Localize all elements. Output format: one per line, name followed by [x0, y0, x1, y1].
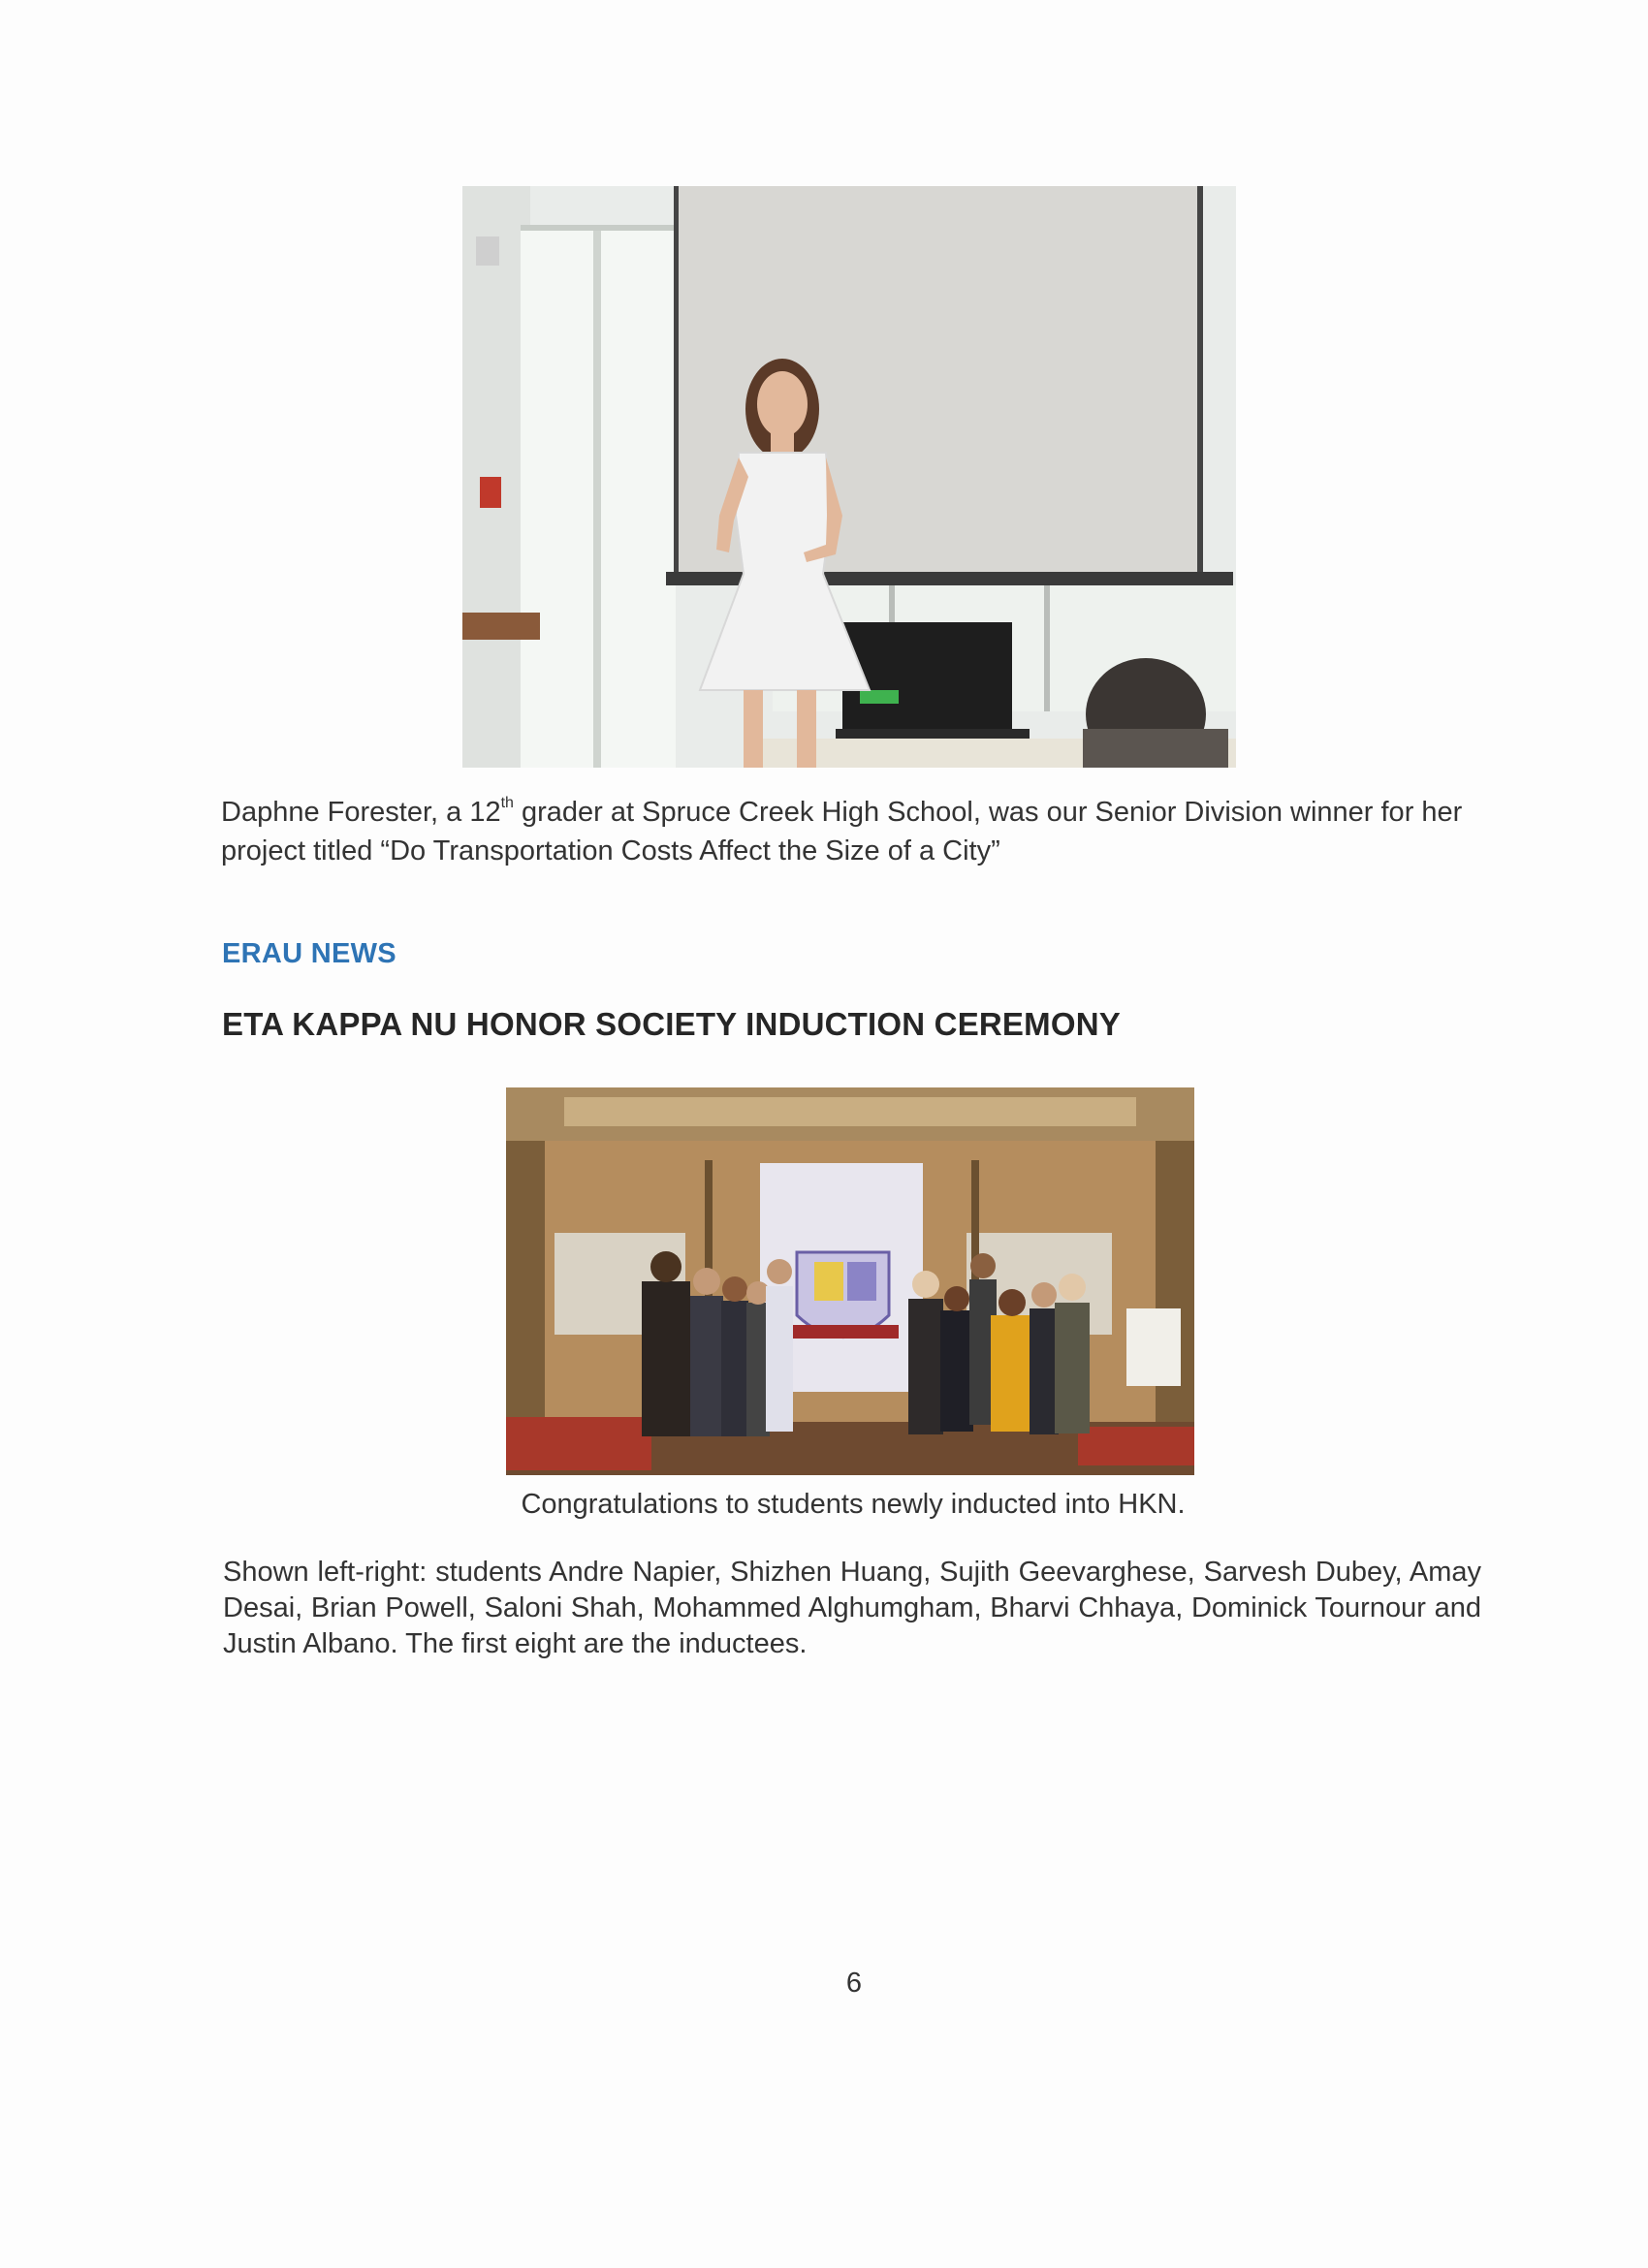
presenter-caption — [221, 793, 1481, 870]
section-label: ERAU NEWS — [222, 938, 396, 969]
caption1-ordinal-suffix: th — [500, 795, 514, 811]
shown-names-paragraph: Shown left-right: students Andre Napier, Shizhen Huang, Sujith Geevarghese, Sarvesh Dubey, Amay Desai, Brian Powell, Saloni Shah, Mohammed Alghumgham, Bharvi Chhaya, Dominick Tournour and Justin Albano. The first eight are the inductees. — [223, 1557, 1481, 1659]
group-caption: Congratulations to students newly inducted into HKN. — [521, 1489, 1186, 1520]
presenter-photo — [462, 186, 1236, 768]
group-photo-graphic — [506, 1087, 1194, 1475]
page-number: 6 — [845, 1968, 863, 1999]
presenter-photo-graphic — [462, 186, 1236, 768]
caption1-text-before: Daphne Forester, a 12 — [221, 797, 501, 828]
group-photo — [506, 1087, 1194, 1475]
caption1-text-after: grader at Spruce Creek High School, was our Senior Division winner for her project titled “Do Transportation Costs Affect the Size of a City” — [221, 797, 1463, 866]
article-title: ETA KAPPA NU HONOR SOCIETY INDUCTION CEREMONY — [222, 1006, 1121, 1042]
